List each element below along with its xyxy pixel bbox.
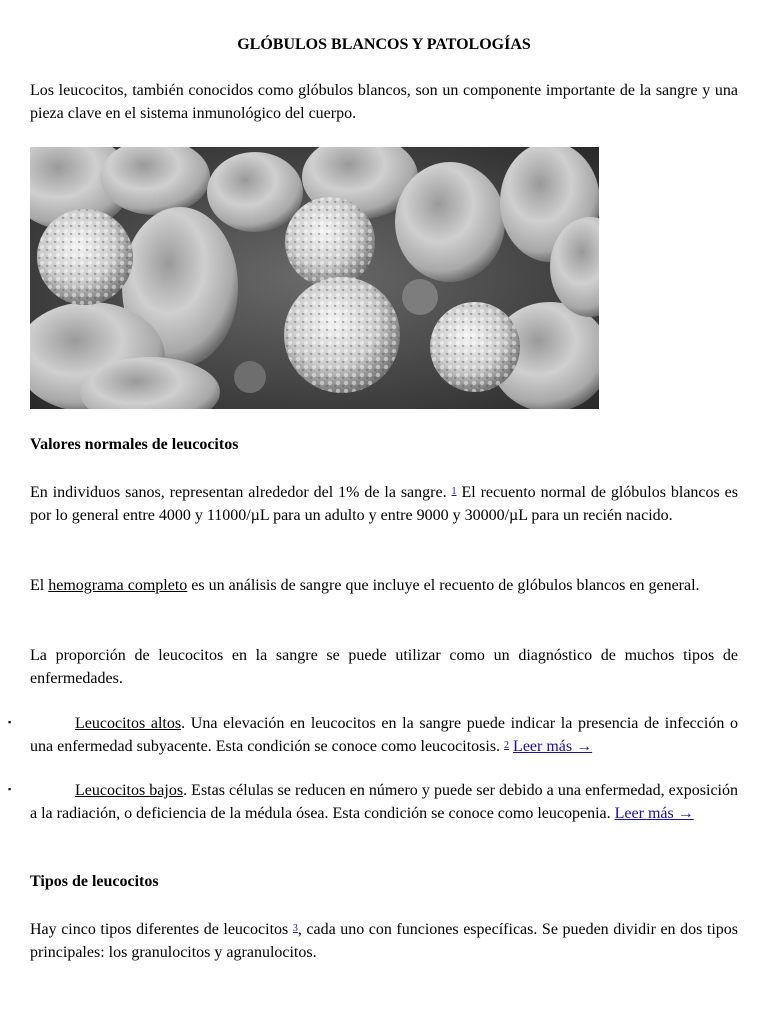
normal-values-paragraph: [30, 481, 738, 527]
footnote-ref-2[interactable]: [504, 740, 509, 751]
read-more-link-1[interactable]: Leer más →: [513, 738, 593, 755]
leucocitos-bajos-link[interactable]: Leucocitos bajos: [75, 782, 184, 799]
footnote-link-3[interactable]: 3: [292, 923, 298, 934]
section-heading-normal-values: Valores normales de leucocitos: [30, 436, 239, 453]
list-item-leucocitos-altos: [30, 712, 738, 758]
page-title: GLÓBULOS BLANCOS Y PATOLOGÍAS: [237, 36, 531, 53]
bullet-marker-2: ▪: [8, 784, 12, 794]
hemograma-text-b: es un análisis de sangre que incluye el recuento de glóbulos blancos en general.: [191, 577, 700, 594]
footnote-link-1[interactable]: 1: [451, 486, 457, 497]
list-item-leucocitos-bajos: [30, 779, 738, 825]
leucocitos-altos-text: . Una elevación en leucocitos en la sangre puede indicar la presencia de infección o una enfermedad subyacente. Esta condición se conoce como leucocitosis.: [30, 715, 739, 755]
types-text-a: Hay cinco tipos diferentes de leucocitos: [30, 921, 289, 938]
types-paragraph: [30, 918, 738, 964]
bullet-marker-1: ▪: [8, 717, 12, 727]
leucocitos-bajos-text: . Estas células se reducen en número y puede ser debido a una enfermedad, exposición a la radiación, o deficiencia de la médula ósea. Esta condición se conoce como leucopenia.: [30, 782, 739, 822]
leucocitos-altos-link[interactable]: Leucocitos altos: [75, 715, 182, 732]
footnote-link-2[interactable]: 2: [504, 740, 510, 751]
hemograma-text-a: El: [30, 577, 45, 594]
normal-values-text-a: En individuos sanos, representan alrededor del 1% de la sangre.: [30, 484, 447, 501]
hemograma-link[interactable]: hemograma completo: [48, 577, 188, 594]
proportion-paragraph: La proporción de leucocitos en la sangre se puede utilizar como un diagnóstico de muchos tipos de enfermedades.: [30, 647, 738, 687]
blood-cells-micrograph: [30, 147, 599, 409]
normal-values-text-b: El recuento normal de glóbulos blancos es por lo general entre 4000 y 11000/µL para un adulto y entre 9000 y 30000/µL para un recién nacido.: [30, 484, 738, 524]
footnote-ref-1[interactable]: [452, 486, 457, 497]
footnote-ref-3[interactable]: [293, 923, 298, 934]
section-heading-types: Tipos de leucocitos: [30, 873, 159, 890]
hemograma-paragraph: [30, 574, 738, 597]
read-more-link-2[interactable]: Leer más →: [614, 805, 694, 822]
micrograph-image: [30, 147, 599, 409]
types-text-b: , cada uno con funciones específicas. Se pueden dividir en dos tipos principales: los granulocitos y agranulocitos.: [30, 921, 739, 961]
intro-paragraph: Los leucocitos, también conocidos como glóbulos blancos, son un componente importante de la sangre y una pieza clave en el sistema inmunológico del cuerpo.: [30, 82, 738, 122]
